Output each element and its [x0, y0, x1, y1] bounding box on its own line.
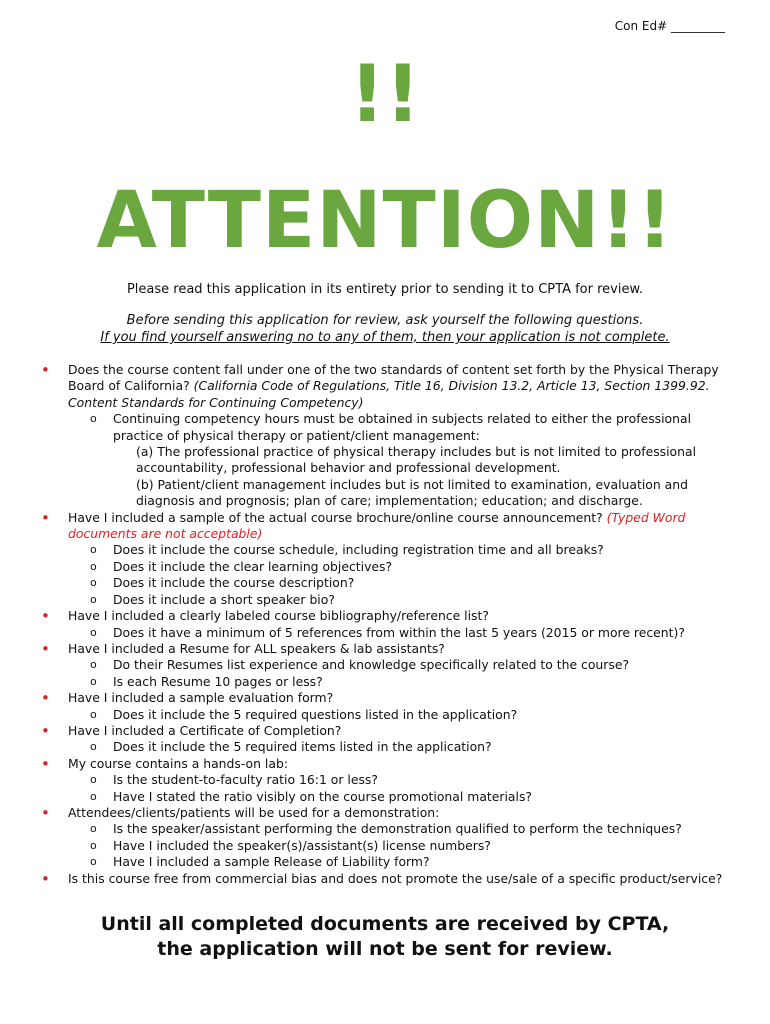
footer-notice	[0, 912, 770, 962]
sub-item: o Do their Resumes list experience and knowledge specifically related to the course?	[40, 657, 740, 673]
question-intro: Before sending this application for review, ask yourself the following questions.	[126, 313, 644, 328]
item-text: Have I included a sample of the actual course brochure/online course announcement?	[68, 509, 603, 525]
sub-item-detail-b: (b) Patient/client management includes but is not limited to examination, evaluation and diagnosis and prognosis; plan of care; implementation; education; and discharge.	[136, 476, 688, 509]
checklist-item-brochure	[40, 510, 740, 543]
attention-heading: ATTENTION!!	[96, 176, 674, 266]
sub-item: o Does it include the 5 required items listed in the application?	[40, 739, 740, 755]
checklist-item-hands-on-lab: • My course contains a hands-on lab:	[40, 756, 740, 772]
sub-item: o Does it have a minimum of 5 references from within the last 5 years (2015 or more recent)?	[40, 625, 740, 641]
sub-item: o Is the speaker/assistant performing the demonstration qualified to perform the techniques?	[40, 821, 740, 837]
checklist-item-bibliography: • Have I included a clearly labeled course bibliography/reference list?	[40, 608, 740, 624]
checklist-item-resume: • Have I included a Resume for ALL speakers & lab assistants?	[40, 641, 740, 657]
sub-item: o Does it include the clear learning objectives?	[40, 559, 740, 575]
item-note: (Typed Word documents are not acceptable)	[68, 509, 686, 542]
checklist-item-evaluation-form: • Have I included a sample evaluation form?	[40, 690, 740, 706]
footer-line-1: Until all completed documents are received by CPTA,	[100, 913, 670, 935]
footer-line-2: the application will not be sent for review.	[157, 938, 613, 960]
sub-item: o Is the student-to-faculty ratio 16:1 or less?	[40, 772, 740, 788]
checklist-item-commercial-bias: • Is this course free from commercial bias and does not promote the use/sale of a specific product/service?	[40, 871, 740, 887]
checklist-item-certificate: • Have I included a Certificate of Completion?	[40, 723, 740, 739]
sub-item: o Does it include a short speaker bio?	[40, 592, 740, 608]
question-warning: If you find yourself answering no to any of them, then your application is not complete.	[100, 330, 670, 345]
sub-item: o Is each Resume 10 pages or less?	[40, 674, 740, 690]
intro-text: Please read this application in its entirety prior to sending it to CPTA for review.	[126, 282, 644, 297]
item-citation: (California Code of Regulations, Title 16, Division 13.2, Article 13, Section 1399.92. Content Standards for Continuing Competency)	[68, 378, 710, 410]
con-ed-number-field: Con Ed# _________	[614, 19, 725, 33]
sub-item-detail-a: (a) The professional practice of physical therapy includes but is not limited to professional accountability, professional behavior and professional development.	[136, 444, 697, 476]
checklist	[40, 362, 740, 887]
sub-item: o Have I included the speaker(s)/assistant(s) license numbers?	[40, 838, 740, 854]
sub-item: o Does it include the course schedule, including registration time and all breaks?	[40, 542, 740, 558]
sub-item: o Does it include the course description?	[40, 575, 740, 591]
exclamation-heading: !!	[349, 50, 421, 140]
checklist-item-demonstration: • Attendees/clients/patients will be used for a demonstration:	[40, 805, 740, 821]
sub-item: o Does it include the 5 required questions listed in the application?	[40, 707, 740, 723]
sub-item: o Continuing competency hours must be obtained in subjects related to either the professional practice of physical therapy or patient/client management:	[40, 411, 740, 444]
sub-item: o Have I stated the ratio visibly on the course promotional materials?	[40, 789, 740, 805]
item-text: Does the course content fall under one of the two standards of content set forth by the Physical Therapy Board of California?	[68, 362, 719, 394]
sub-item: o Have I included a sample Release of Liability form?	[40, 854, 740, 870]
checklist-item-content-standards	[40, 362, 740, 411]
